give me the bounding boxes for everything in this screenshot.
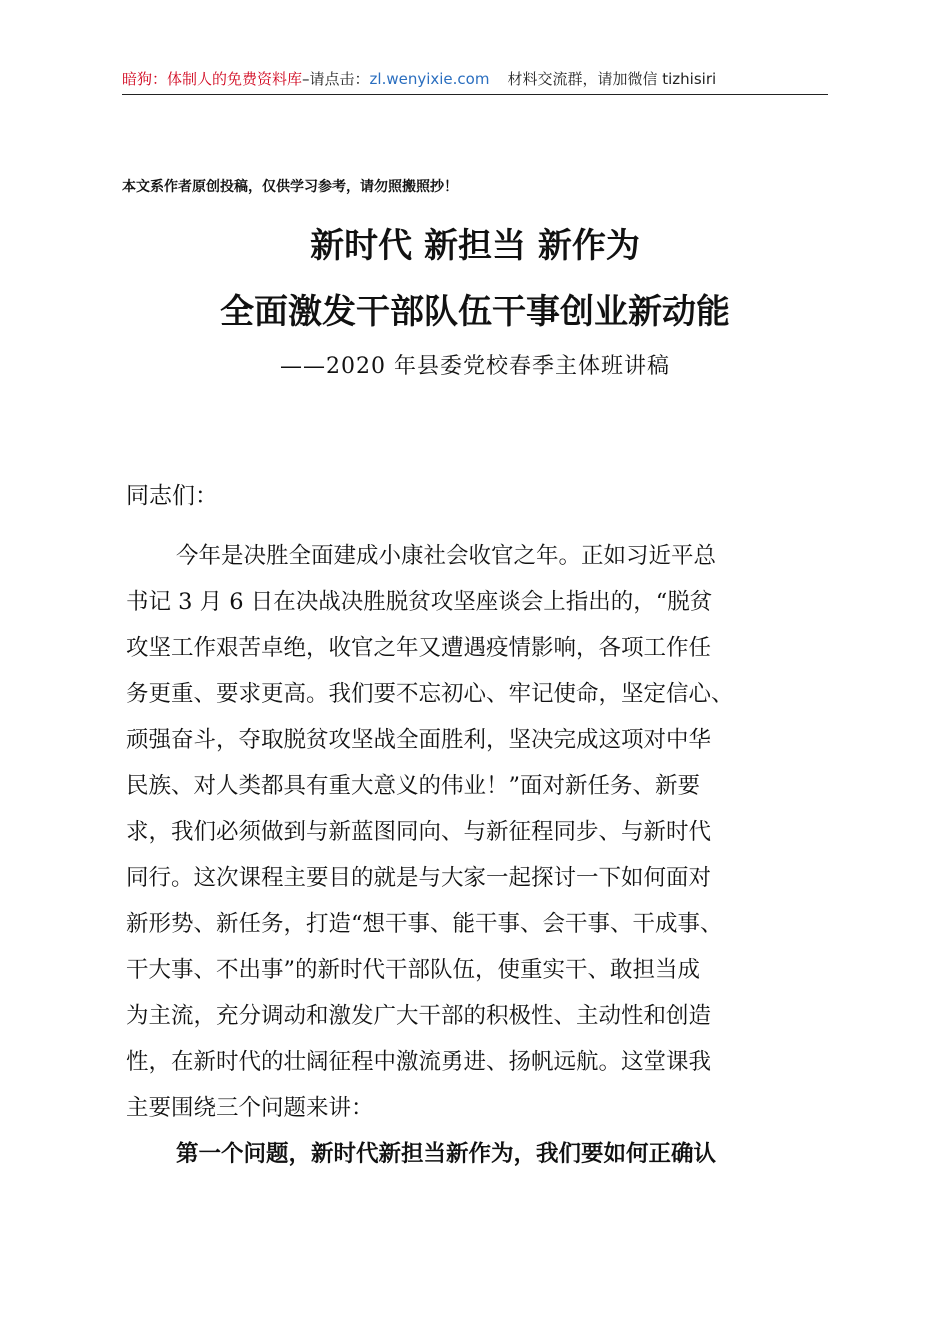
document-subtitle: ——2020 年县委党校春季主体班讲稿 [280, 354, 670, 379]
paragraph-line: 顽强奋斗，夺取脱贫攻坚战全面胜利，坚决完成这项对中华 [126, 727, 712, 753]
paragraph-line: 为主流，充分调动和激发广大干部的积极性、主动性和创造 [126, 1003, 712, 1029]
paragraph-line: 攻坚工作艰苦卓绝，收官之年又遭遇疫情影响，各项工作任 [126, 635, 712, 661]
paragraph-line: 书记 3 月 6 日在决战决胜脱贫攻坚座谈会上指出的，“脱贫 [126, 589, 713, 615]
greeting: 同志们： [126, 483, 218, 509]
header-wechat-note: 材料交流群，请加微信 tizhisiri [507, 70, 717, 88]
header-click-prompt: –请点击： [302, 70, 370, 88]
paragraph-line: 性，在新时代的壮阔征程中激流勇进、扬帆远航。这堂课我 [126, 1049, 712, 1075]
header-site-name: 暗狗：体制人的免费资料库 [122, 70, 303, 88]
paragraph-line: 今年是决胜全面建成小康社会收官之年。正如习近平总 [176, 543, 717, 569]
paragraph-line: 同行。这次课程主要目的就是与大家一起探讨一下如何面对 [126, 865, 712, 891]
copyright-notice: 本文系作者原创投稿，仅供学习参考，请勿照搬照抄！ [122, 179, 458, 195]
document-title-line1: 新时代 新担当 新作为 [310, 226, 640, 266]
document-title-line2: 全面激发干部队伍干事创业新动能 [220, 292, 730, 332]
page-header [122, 66, 828, 95]
body-paragraph [126, 536, 828, 1134]
paragraph-line: 民族、对人类都具有重大意义的伟业！”面对新任务、新要 [126, 773, 701, 799]
paragraph-line: 干大事、不出事”的新时代干部队伍，使重实干、敢担当成 [126, 957, 701, 983]
header-url-link[interactable]: zl.wenyixie.com [369, 70, 490, 88]
paragraph-line: 主要围绕三个问题来讲： [126, 1095, 374, 1121]
section-heading-1: 第一个问题，新时代新担当新作为，我们要如何正确认 [176, 1141, 717, 1167]
paragraph-line: 求，我们必须做到与新蓝图同向、与新征程同步、与新时代 [126, 819, 712, 845]
paragraph-line: 新形势、新任务，打造“想干事、能干事、会干事、干成事、 [126, 911, 723, 937]
paragraph-line: 务更重、要求更高。我们要不忘初心、牢记使命，坚定信心、 [126, 681, 734, 707]
